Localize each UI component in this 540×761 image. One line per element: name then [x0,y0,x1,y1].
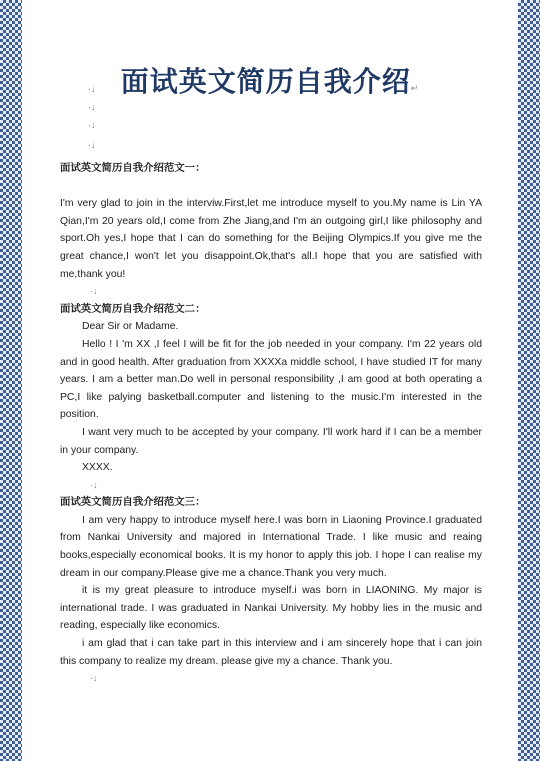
section-heading: 面试英文简历自我介绍范文三： [60,497,206,509]
title-text: 面试英文简历自我介绍 [120,65,411,98]
body-paragraph: Dear Sir or Madame. [82,321,179,333]
paragraph-mark: ·↓ [88,84,96,94]
page-border-right [518,0,540,761]
body-paragraph: Hello ! I 'm XX ,I feel I will be fit for the job needed in your company. I'm 22 years old and in good health. After graduation from XXXXa middle school, I have studied IT for many years. I am a better man.Do well in personal responsibility ,I am good at both operating a PC,I like palying basketball.computer and listening to the music.I'm interested in the position. [60,338,482,421]
body-paragraph: XXXX. [82,462,113,474]
body-paragraph: it is my great pleasure to introduce myself.i was born in LIAONING. My major is international trade. I was graduated in Nankai University. My hobby lies in the music and reading, especially like economics. [60,585,482,632]
body-paragraph: i am glad that i can take part in this interview and i am sincerely hope that i can join this company to realize my dream. please give my a chance. Thank you. [60,638,482,667]
paragraph-mark: ·↓ [88,120,96,130]
body-paragraph: I'm very glad to join in the interviw.First,let me introduce myself to you.My name is Lin YA Qian,I'm 20 years old,I come from Zhe Jiang,and I'm an outgoing girl,I like philosophy and sport.Oh yes,I hope that I can do something for the Beijing Olympics.If you give me the great chance,I won't let you disappoint.Ok,that's all.I hope that you are satisfied with me,thank you! [60,198,482,280]
document-page [22,0,518,761]
blank-line: ·↓ [90,479,98,490]
blank-line: ·↓ [90,673,98,684]
blank-line: ·↓ [90,286,98,297]
page-border-left [0,0,22,761]
paragraph-mark: ·↓ [88,102,96,112]
section-heading: 面试英文简历自我介绍范文一： [60,163,206,174]
document-title [22,60,518,100]
section-heading: 面试英文简历自我介绍范文二： [60,303,206,315]
return-mark: ↵ [410,84,420,94]
body-paragraph: I want very much to be accepted by your company. I'll work hard if I can be a member in your company. [60,426,482,456]
paragraph-mark: ·↓ [88,140,96,150]
blank-line [60,178,482,196]
document-body[interactable] [60,160,482,688]
body-paragraph: I am very happy to introduce myself here.I was born in Liaoning Province.I graduated from Nankai University and majored in International Trade. I like music and reaing books,especially economical books. It is my honor to apply this job. I hope I can realise my dream in our company.Please give me a chance.Thank you very much. [60,514,482,579]
